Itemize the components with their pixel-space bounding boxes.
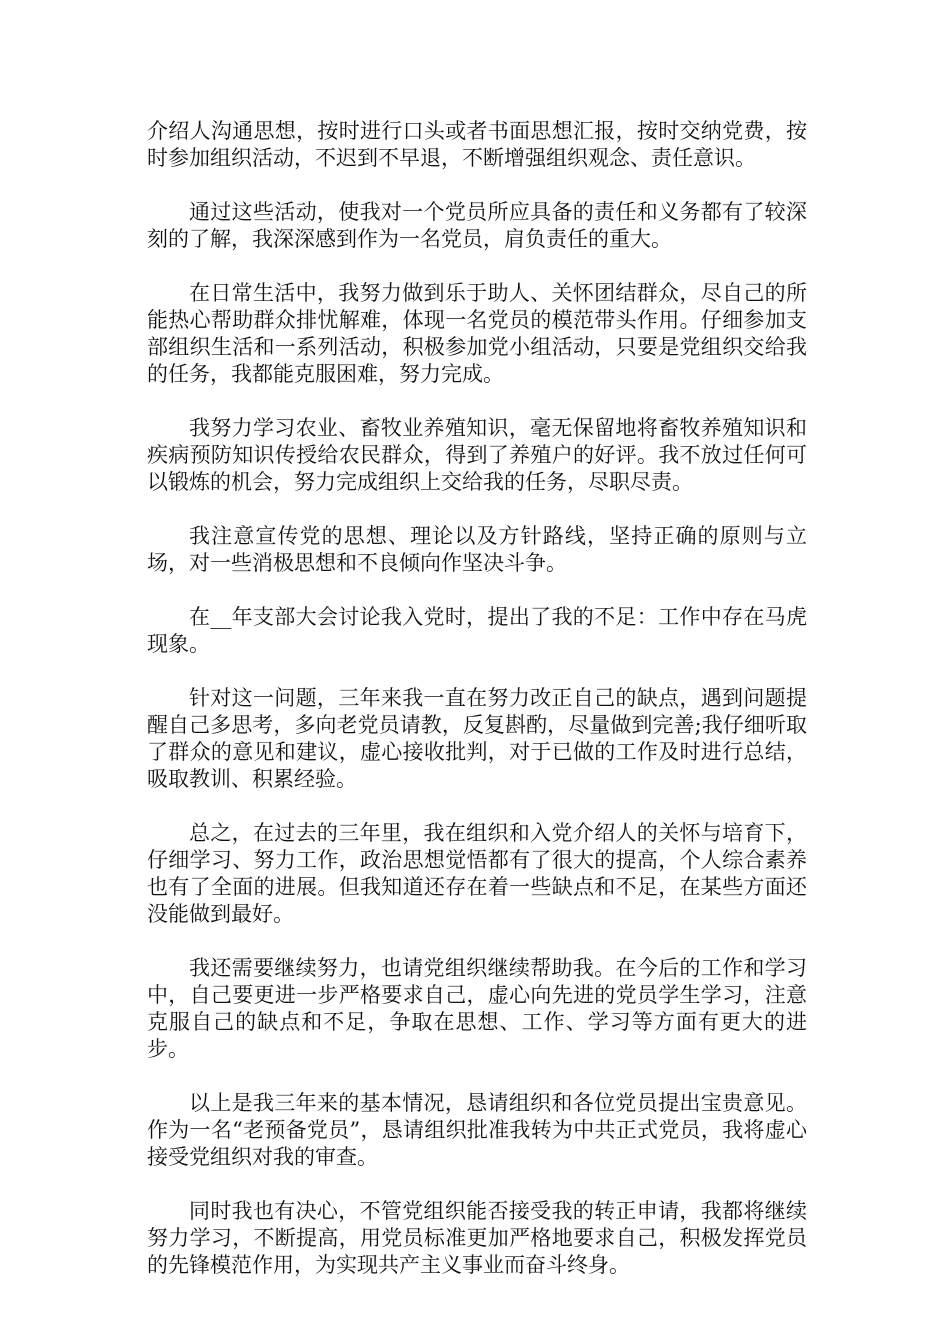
paragraph: 我努力学习农业、畜牧业养殖知识，毫无保留地将畜牧养殖知识和疾病预防知识传授给农民群众，得到了养殖户的好评。我不放过任何可以锻炼的机会，努力完成组织上交给我的任务，尽职尽责。	[147, 416, 807, 494]
paragraph: 我还需要继续努力，也请党组织继续帮助我。在今后的工作和学习中，自己要更进一步严格要求自己，虚心向先进的党员学生学习，注意克服自己的缺点和不足，争取在思想、工作、学习等方面有更大的进步。	[147, 956, 807, 1061]
paragraph: 以上是我三年来的基本情况，恳请组织和各位党员提出宝贵意见。作为一名“老预备党员”，恳请组织批准我转为中共正式党员，我将虚心接受党组织对我的审查。	[147, 1091, 807, 1169]
paragraph: 针对这一问题，三年来我一直在努力改正自己的缺点，遇到问题提醒自己多思考，多向老党员请教，反复斟酌，尽量做到完善;我仔细听取了群众的意见和建议，虚心接收批判，对于已做的工作及时进行总结，吸取教训、积累经验。	[147, 686, 807, 791]
paragraph: 我注意宣传党的思想、理论以及方针路线，坚持正确的原则与立场，对一些消极思想和不良倾向作坚决斗争。	[147, 524, 807, 575]
paragraph-continuation: 介绍人沟通思想，按时进行口头或者书面思想汇报，按时交纳党费，按时参加组织活动，不迟到不早退，不断增强组织观念、责任意识。	[147, 119, 807, 170]
paragraph: 总之，在过去的三年里，我在组织和入党介绍人的关怀与培育下，仔细学习、努力工作，政治思想觉悟都有了很大的提高，个人综合素养也有了全面的进展。但我知道还存在着一些缺点和不足，在某些方面还没能做到最好。	[147, 821, 807, 926]
paragraph: 在日常生活中，我努力做到乐于助人、关怀团结群众，尽自己的所能热心帮助群众排忧解难，体现一名党员的模范带头作用。仔细参加支部组织生活和一系列活动，积极参加党小组活动，只要是党组织交给我的任务，我都能克服困难，努力完成。	[147, 281, 807, 386]
document-body	[147, 118, 807, 1279]
paragraph: 在__年支部大会讨论我入党时，提出了我的不足：工作中存在马虎现象。	[147, 605, 807, 656]
paragraph: 同时我也有决心，不管党组织能否接受我的转正申请，我都将继续努力学习，不断提高，用党员标准更加严格地要求自己，积极发挥党员的先锋模范作用，为实现共产主义事业而奋斗终身。	[147, 1199, 807, 1277]
paragraph: 通过这些活动，使我对一个党员所应具备的责任和义务都有了较深刻的了解，我深深感到作为一名党员，肩负责任的重大。	[147, 200, 807, 251]
